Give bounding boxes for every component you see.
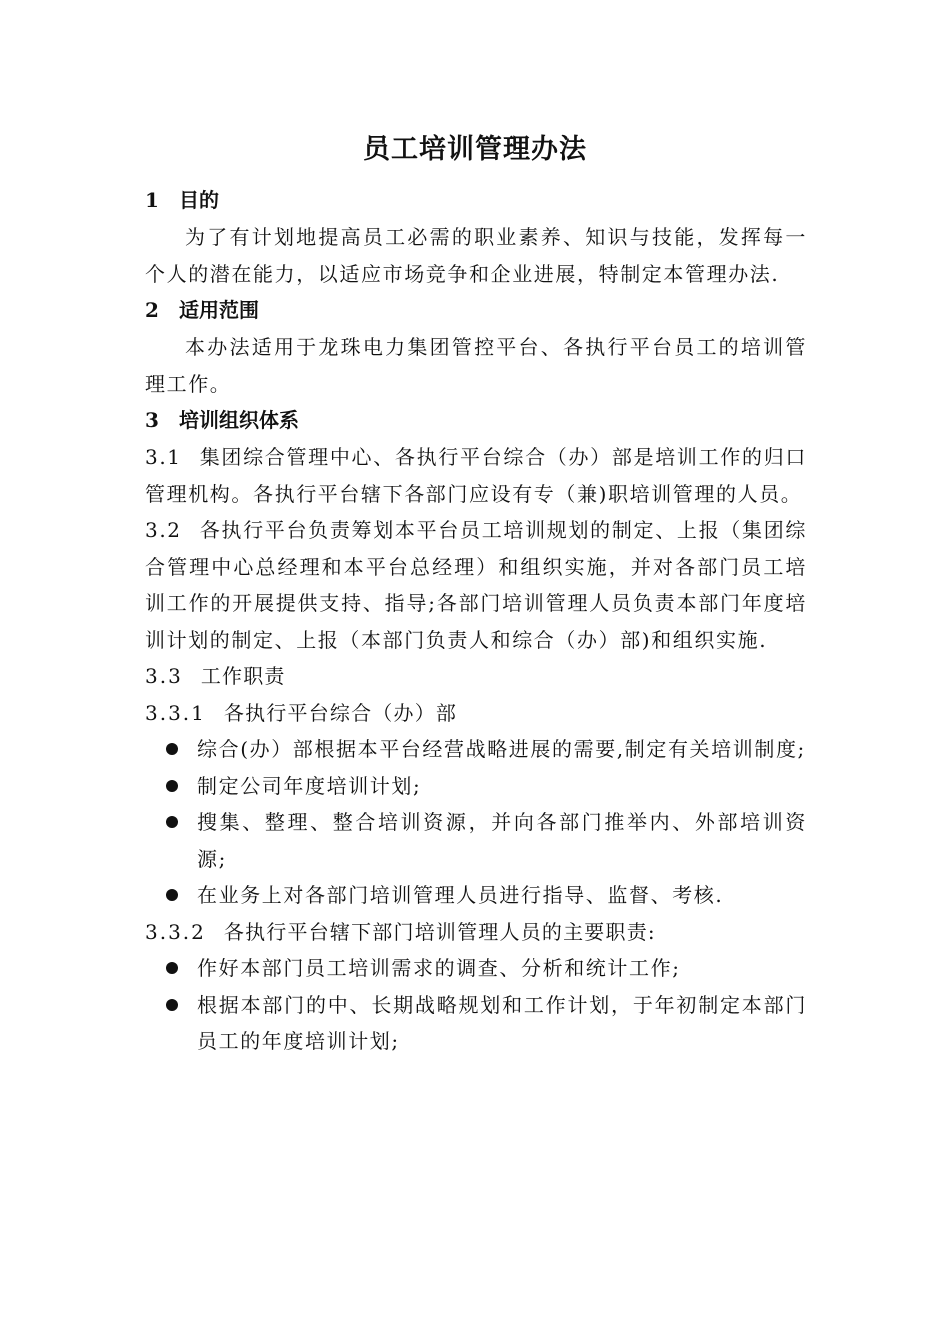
bullet-list-duties-department xyxy=(145,950,807,1060)
subclause-3-3-1 xyxy=(145,695,807,732)
clause-number: 3.2 xyxy=(145,518,182,542)
list-item-text: 在业务上对各部门培训管理人员进行指导、监督、考核. xyxy=(197,883,724,907)
subclause-3-3-2 xyxy=(145,914,807,951)
list-item xyxy=(145,987,807,1060)
list-item xyxy=(145,804,807,877)
section-body-scope: 本办法适用于龙珠电力集团管控平台、各执行平台员工的培训管理工作。 xyxy=(145,335,807,396)
subclause-title: 各执行平台辖下部门培训管理人员的主要职责: xyxy=(223,919,656,944)
subclause-title: 各执行平台综合（办）部 xyxy=(223,700,458,725)
clause-3-2 xyxy=(145,512,807,658)
list-item xyxy=(145,950,807,987)
list-item xyxy=(145,877,807,914)
clause-3-1 xyxy=(145,439,807,512)
list-item xyxy=(145,731,807,768)
section-heading-purpose xyxy=(145,182,807,219)
section-heading-organization xyxy=(145,402,807,439)
list-item-text: 搜集、整理、整合培训资源，并向各部门推举内、外部培训资源; xyxy=(197,810,807,871)
section-heading-scope xyxy=(145,292,807,329)
bullet-dot-icon xyxy=(166,962,178,974)
list-item-text: 作好本部门员工培训需求的调查、分析和统计工作; xyxy=(197,956,681,980)
clause-text: 工作职责 xyxy=(200,664,286,688)
clause-number: 3.3 xyxy=(145,664,183,688)
clause-3-3 xyxy=(145,658,807,695)
subclause-number: 3.3.2 xyxy=(145,919,206,944)
section-title: 目的 xyxy=(179,188,219,212)
bullet-dot-icon xyxy=(166,999,178,1011)
list-item-text: 根据本部门的中、长期战略规划和工作计划，于年初制定本部门员工的年度培训计划; xyxy=(197,992,807,1053)
document-body xyxy=(145,182,807,1060)
document-title: 员工培训管理办法 xyxy=(363,134,587,165)
section-number: 1 xyxy=(145,188,159,212)
bullet-list-duties-admin xyxy=(145,731,807,914)
clause-text: 各执行平台负责筹划本平台员工培训规划的制定、上报（集团综合管理中心总经理和本平台总经理）和组织实施，并对各部门员工培训工作的开展提供支持、指导;各部门培训管理人员负责本部门年度培训计划的制定、上报（本部门负责人和综合（办）部)和组织实施. xyxy=(145,518,807,652)
section-body-purpose: 为了有计划地提高员工必需的职业素养、知识与技能，发挥每一个人的潜在能力，以适应市场竞争和企业进展，特制定本管理办法. xyxy=(145,225,807,286)
section-number: 3 xyxy=(145,408,159,432)
section-title: 培训组织体系 xyxy=(179,408,299,432)
clause-number: 3.1 xyxy=(145,445,182,469)
list-item xyxy=(145,768,807,805)
bullet-dot-icon xyxy=(166,780,178,792)
bullet-dot-icon xyxy=(166,743,178,755)
subclause-number: 3.3.1 xyxy=(145,700,206,725)
list-item-text: 综合(办）部根据本平台经营战略进展的需要,制定有关培训制度; xyxy=(197,737,806,761)
bullet-dot-icon xyxy=(166,816,178,828)
list-item-text: 制定公司年度培训计划; xyxy=(197,773,422,798)
section-number: 2 xyxy=(145,298,159,322)
bullet-dot-icon xyxy=(166,889,178,901)
clause-text: 集团综合管理中心、各执行平台综合（办）部是培训工作的归口管理机构。各执行平台辖下各部门应设有专（兼)职培训管理的人员。 xyxy=(145,445,807,506)
section-title: 适用范围 xyxy=(179,298,259,322)
